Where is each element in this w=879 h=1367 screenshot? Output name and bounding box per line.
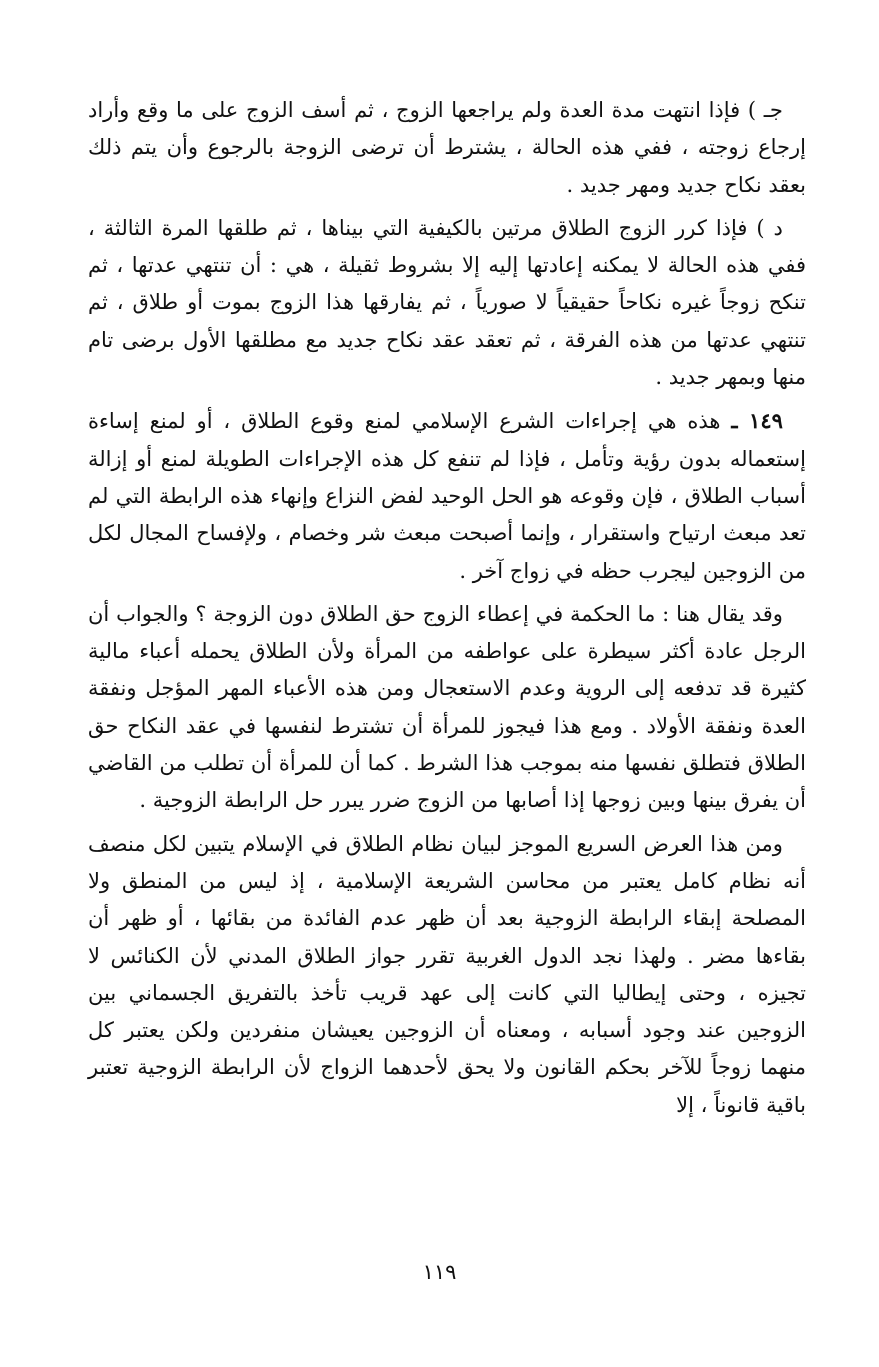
paragraph-text: جـ ) فإذا انتهت مدة العدة ولم يراجعها الزوج ، ثم أسف الزوج على ما وقع وأراد إرجاع زوجته ، ففي هذه الحالة ، يشترط أن ترضى الزوجة بالرجوع وأن يتم ذلك بعقد نكاح جديد ومهر جديد . [88,98,806,197]
paragraph-dal [88,210,806,396]
paragraph-text: د ) فإذا كرر الزوج الطلاق مرتين بالكيفية التي بيناها ، ثم طلقها المرة الثالثة ، ففي هذه الحالة لا يمكنه إعادتها إليه إلا بشروط ثقيلة ، هي : أن تنتهي عدتها ، ثم تنكح زوجاً غيره نكاحاً حقيقياً لا صورياً ، ثم يفارقها هذا الزوج بموت أو طلاق ، ثم تنتهي عدتها من هذه الفرقة ، ثم تعقد عقد نكاح جديد مع مطلقها الأول برضى تام منها وبمهر جديد . [88,215,806,390]
page-number: ١١٩ [422,1260,457,1284]
paragraph-149 [88,402,806,589]
paragraph-text: هذه هي إجراءات الشرع الإسلامي لمنع وقوع الطلاق ، أو لمنع إساءة إستعماله بدون رؤية وتأمل ، فإذا لم تنفع كل هذه الإجراءات الطويلة لمنع أو إزالة أسباب الطلاق ، فإن وقوعه هو الحل الوحيد لفض النزاع وإنهاء هذه الرابطة التي لم تعد مبعث ارتياح واستقرار ، وإنما أصبحت مبعث شر وخصام ، ولإفساح المجال لكل من الزوجين ليجرب حظه في زواج آخر . [88,409,806,583]
paragraph-conclusion [88,826,806,1124]
paragraph-jeem [88,92,806,204]
paragraph-text: وقد يقال هنا : ما الحكمة في إعطاء الزوج حق الطلاق دون الزوجة ؟ والجواب أن الرجل عادة أكثر سيطرة على عواطفه من المرأة ولأن الطلاق يحمله أعباء مالية كثيرة قد تدفعه إلى الروية وعدم الاستعجال ومن هذه الأعباء المهر المؤجل ونفقة العدة ونفقة الأولاد . ومع هذا فيجوز للمرأة أن تشترط لنفسها في عقد النكاح حق الطلاق فتطلق نفسها منه بموجب هذا الشرط . كما أن للمرأة أن تطلب من القاضي أن يفرق بينها وبين زوجها إذا أصابها من الزوج ضرر يبرر حل الرابطة الزوجية . [88,601,806,813]
paragraph-text: ومن هذا العرض السريع الموجز لبيان نظام الطلاق في الإسلام يتبين لكل منصف أنه نظام كامل يعتبر من محاسن الشريعة الإسلامية ، إذ ليس من المنطق ولا المصلحة إبقاء الرابطة الزوجية بعد أن ظهر عدم الفائدة من بقائها ، أو ظهر أن بقاءها مضر . ولهذا نجد الدول الغربية تقرر جواز الطلاق المدني لأن الكنائس لا تجيزه ، وحتى إيطاليا التي كانت إلى عهد قريب تأخذ بالتفريق الجسماني بين الزوجين عند وجود أسبابه ، ومعناه أن الزوجين يعيشان منفردين ولكن يعتبر كل منهما زوجاً للآخر بحكم القانون ولا يحق لأحدهما الزواج لأن الرابطة الزوجية تعتبر باقية قانوناً ، إلا [88,831,806,1117]
paragraph-wisdom [88,596,806,820]
section-number: ١٤٩ ـ [731,408,783,434]
page-body [88,92,806,1130]
